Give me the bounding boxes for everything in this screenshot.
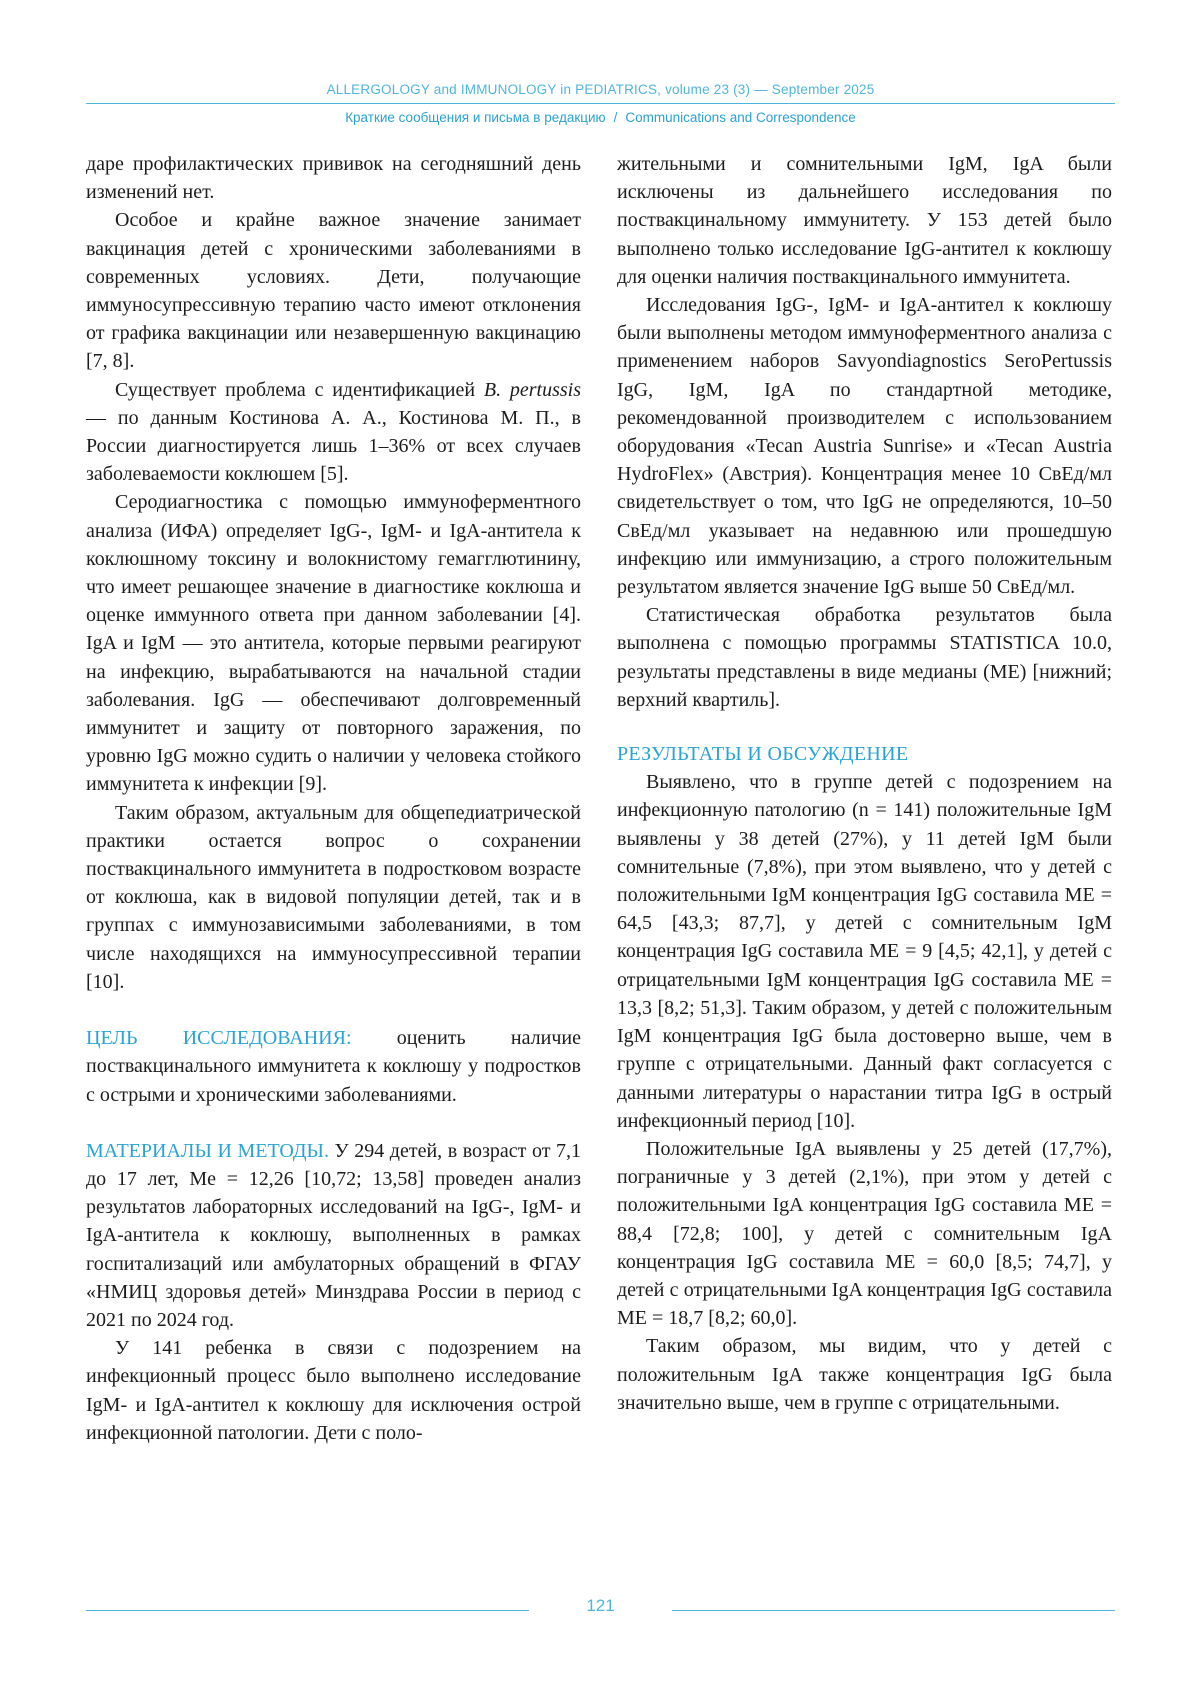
section-aim xyxy=(86,1024,581,1109)
results-heading: РЕЗУЛЬТАТЫ И ОБСУЖДЕНИЕ xyxy=(617,743,909,766)
page-number: 121 xyxy=(586,1596,615,1615)
footer-divider-left xyxy=(86,1610,529,1611)
footer-divider-right xyxy=(672,1610,1115,1611)
section-separator: / xyxy=(613,110,618,125)
paragraph-chronic-diseases: Особое и крайне важное значение занимает вакцинация детей с хроническими заболеваниями в современных условиях. Дети, получающие иммуносупрессивную терапию часто имеют отклонения от графика вакцинации или незавершенную вакцинацию [7, 8]. xyxy=(86,209,581,373)
aim-text: оценить наличие поствакцинального иммунитета к коклюшу у подростков с острыми и хроническими заболеваниями. xyxy=(86,1027,581,1106)
journal-title: ALLERGOLOGY and IMMUNOLOGY in PEDIATRICS, volume 23 (3) — September 2025 xyxy=(326,82,875,97)
paragraph-statistics: Статистическая обработка результатов была выполнена с помощью программы STATISTICA 10.0, результаты представлены в виде медианы (МЕ) [нижний; верхний квартиль]. xyxy=(617,604,1112,711)
paragraph-identification-end: — по данным Костинова А. А., Костинова М. П., в России диагностируется лишь 1–36% от всех случаев заболеваемости коклюшем [5]. xyxy=(86,406,581,486)
paragraph-exclusion: жительными и сомнительными IgM, IgA были исключены из дальнейшего исследования по поствакцинальному иммунитету. У 153 детей было выполнено только исследование IgG-антител к коклюшу для оценки наличия поствакцинального иммунитета. xyxy=(617,153,1112,288)
paragraph-vaccination-calendar: даре профилактических прививок на сегодняшний день изменений нет. xyxy=(86,153,581,204)
paragraph-igm-results: Выявлено, что в группе детей с подозрением на инфекционную патологию (n = 141) положительные IgM выявлены у 38 детей (27%), у 11 детей IgM были сомнительные (7,8%), при этом выявлено, что у детей с положительными IgM концентрация IgG составила МЕ = 64,5 [43,3; 87,7], у детей с сомнительным IgM концентрация IgG составила МЕ = 9 [4,5; 42,1], у детей с отрицательными IgM концентрация IgG составила МЕ = 13,3 [8,2; 51,3]. Таким образом, у детей с положительным IgM концентрация IgG была достоверно выше, чем в группе с отрицательными. Данный факт согласуется с данными литературы о нарастании титра IgG в острый инфекционный период [10]. xyxy=(617,771,1112,1132)
paragraph-serodiagnostics: Серодиагностика с помощью иммуноферментного анализа (ИФА) определяет IgG-, IgM- и IgA-антитела к коклюшному токсину и волокнистому гемагглютинину, что имеет решающее значение в диагностике коклюша и оценке иммунного ответа при данном заболевании [4]. IgA и IgM — это антитела, которые первыми реагируют на инфекцию, вырабатываются на начальной стадии заболевания. IgG — обеспечивают долговременный иммунитет и защиту от повторного заражения, по уровню IgG можно судить о наличии у человека стойкого иммунитета к инфекции [9]. xyxy=(86,491,581,796)
species-name: B. pertussis xyxy=(483,378,582,401)
paragraph-conclusion-intro: Таким образом, актуальным для общепедиатрической практики остается вопрос о сохранении поствакцинального иммунитета в подростковом возрасте от коклюша, как в видовой популяции детей, так и в группах с иммунозависимыми заболеваниями, в том числе находящихся на иммуносупрессивной терапии [10]. xyxy=(86,801,581,993)
aim-heading: ЦЕЛЬ ИССЛЕДОВАНИЯ: xyxy=(86,1027,352,1050)
methods-text: У 294 детей, в возраст от 7,1 до 17 лет, Me = 12,26 [10,72; 13,58] проведен анализ результатов лабораторных исследований на IgG-, IgM- и IgA-антитела к коклюшу, выполненных в рамках госпитализаций или амбулаторных обращений в ФГАУ «НМИЦ здоровья детей» Минздрава России в период с 2021 по 2024 год. xyxy=(86,1139,582,1331)
paragraph-iga-results: Положительные IgA выявлены у 25 детей (17,7%), пограничные у 3 детей (2,1%), при этом у детей с положительными IgA концентрация IgG составила МЕ = 88,4 [72,8; 100], у детей с сомнительным IgA концентрация IgG составила МЕ = 60,0 [8,5; 74,7], у детей с отрицательными IgA концентрация IgG составила МЕ = 18,7 [8,2; 60,0]. xyxy=(617,1137,1112,1330)
paragraph-elisa-method: Исследования IgG-, IgM- и IgA-антител к коклюшу были выполнены методом иммуноферментного анализа с применением наборов Savyondiagnostics SeroPertussis IgG, IgM, IgA по стандартной методике, рекомендованной производителем с использованием оборудования «Tecan Austria Sunrise» и «Tecan Austria HydroFlex» (Австрия). Концентрация менее 10 СвЕд/мл свидетельствует о том, что IgG не определяются, 10–50 СвЕд/мл указывает на недавнюю или прошедшую инфекцию или иммунизацию, а строго положительным результатом является значение IgG выше 50 СвЕд/мл. xyxy=(617,294,1112,599)
right-column xyxy=(617,150,1112,1417)
section-title-ru: Краткие сообщения и письма в редакцию xyxy=(345,110,606,125)
left-column xyxy=(86,150,581,1447)
paragraph-suspected-infection: У 141 ребенка в связи с подозрением на инфекционный процесс было выполнено исследование IgM- и IgA-антител к коклюшу для исключения острой инфекционной патологии. Дети с поло- xyxy=(86,1337,581,1444)
section-title xyxy=(86,110,1115,125)
section-title-en: Communications and Correspondence xyxy=(625,110,856,125)
paragraph-identification-start: Существует проблема с идентификацией xyxy=(115,378,476,401)
paragraph-identification xyxy=(86,376,581,489)
paragraph-iga-conclusion: Таким образом, мы видим, что у детей с положительным IgA также концентрация IgG была значительно выше, чем в группе с отрицательными. xyxy=(617,1335,1112,1414)
header-divider xyxy=(86,103,1115,104)
methods-heading: МАТЕРИАЛЫ И МЕТОДЫ. xyxy=(86,1139,329,1162)
section-methods xyxy=(86,1137,581,1334)
